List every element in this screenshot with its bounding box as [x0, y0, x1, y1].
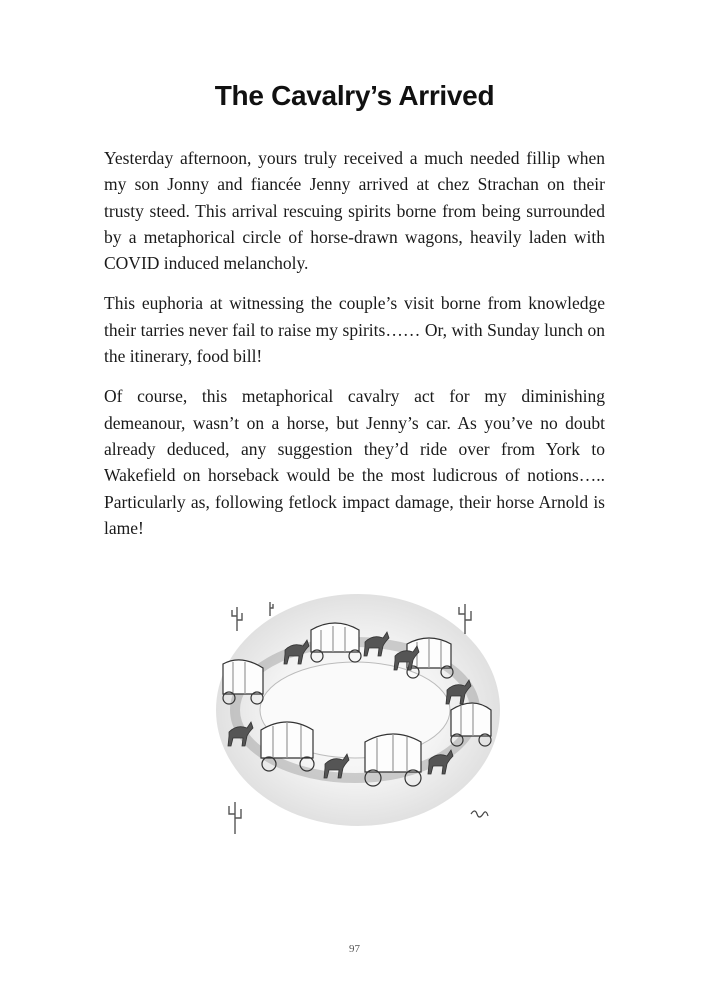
paragraph-2: This euphoria at witnessing the couple’s visit borne from knowledge their tarries never fail to raise my spirits…… Or, with Sunday lunch on the itinerary, food bill! — [104, 293, 605, 367]
artist-signature — [471, 811, 488, 817]
paragraph-3: Of course, this metaphorical cavalry act for my diminishing demeanour, wasn’t on a horse, but Jenny’s car. As you’ve no doubt already deduced, any suggestion they’d ride over from York to Wakefield on horseback would be the most ludicrous of notions….. Particularly as, following fetlock impact damage, their horse Arnold is lame! — [104, 386, 605, 538]
page-title: The Cavalry’s Arrived — [214, 80, 495, 111]
page-number: 97 — [349, 943, 360, 955]
body-text — [104, 145, 605, 555]
wagon-circle-cartoon — [215, 592, 500, 842]
paragraph-1: Yesterday afternoon, yours truly received a much needed fillip when my son Jonny and fiancée Jenny arrived at chez Strachan on their trusty steed. This arrival rescuing spirits borne from being surrounded by a metaphorical circle of horse-drawn wagons, heavily laden with COVID induced melancholy. — [104, 148, 605, 274]
